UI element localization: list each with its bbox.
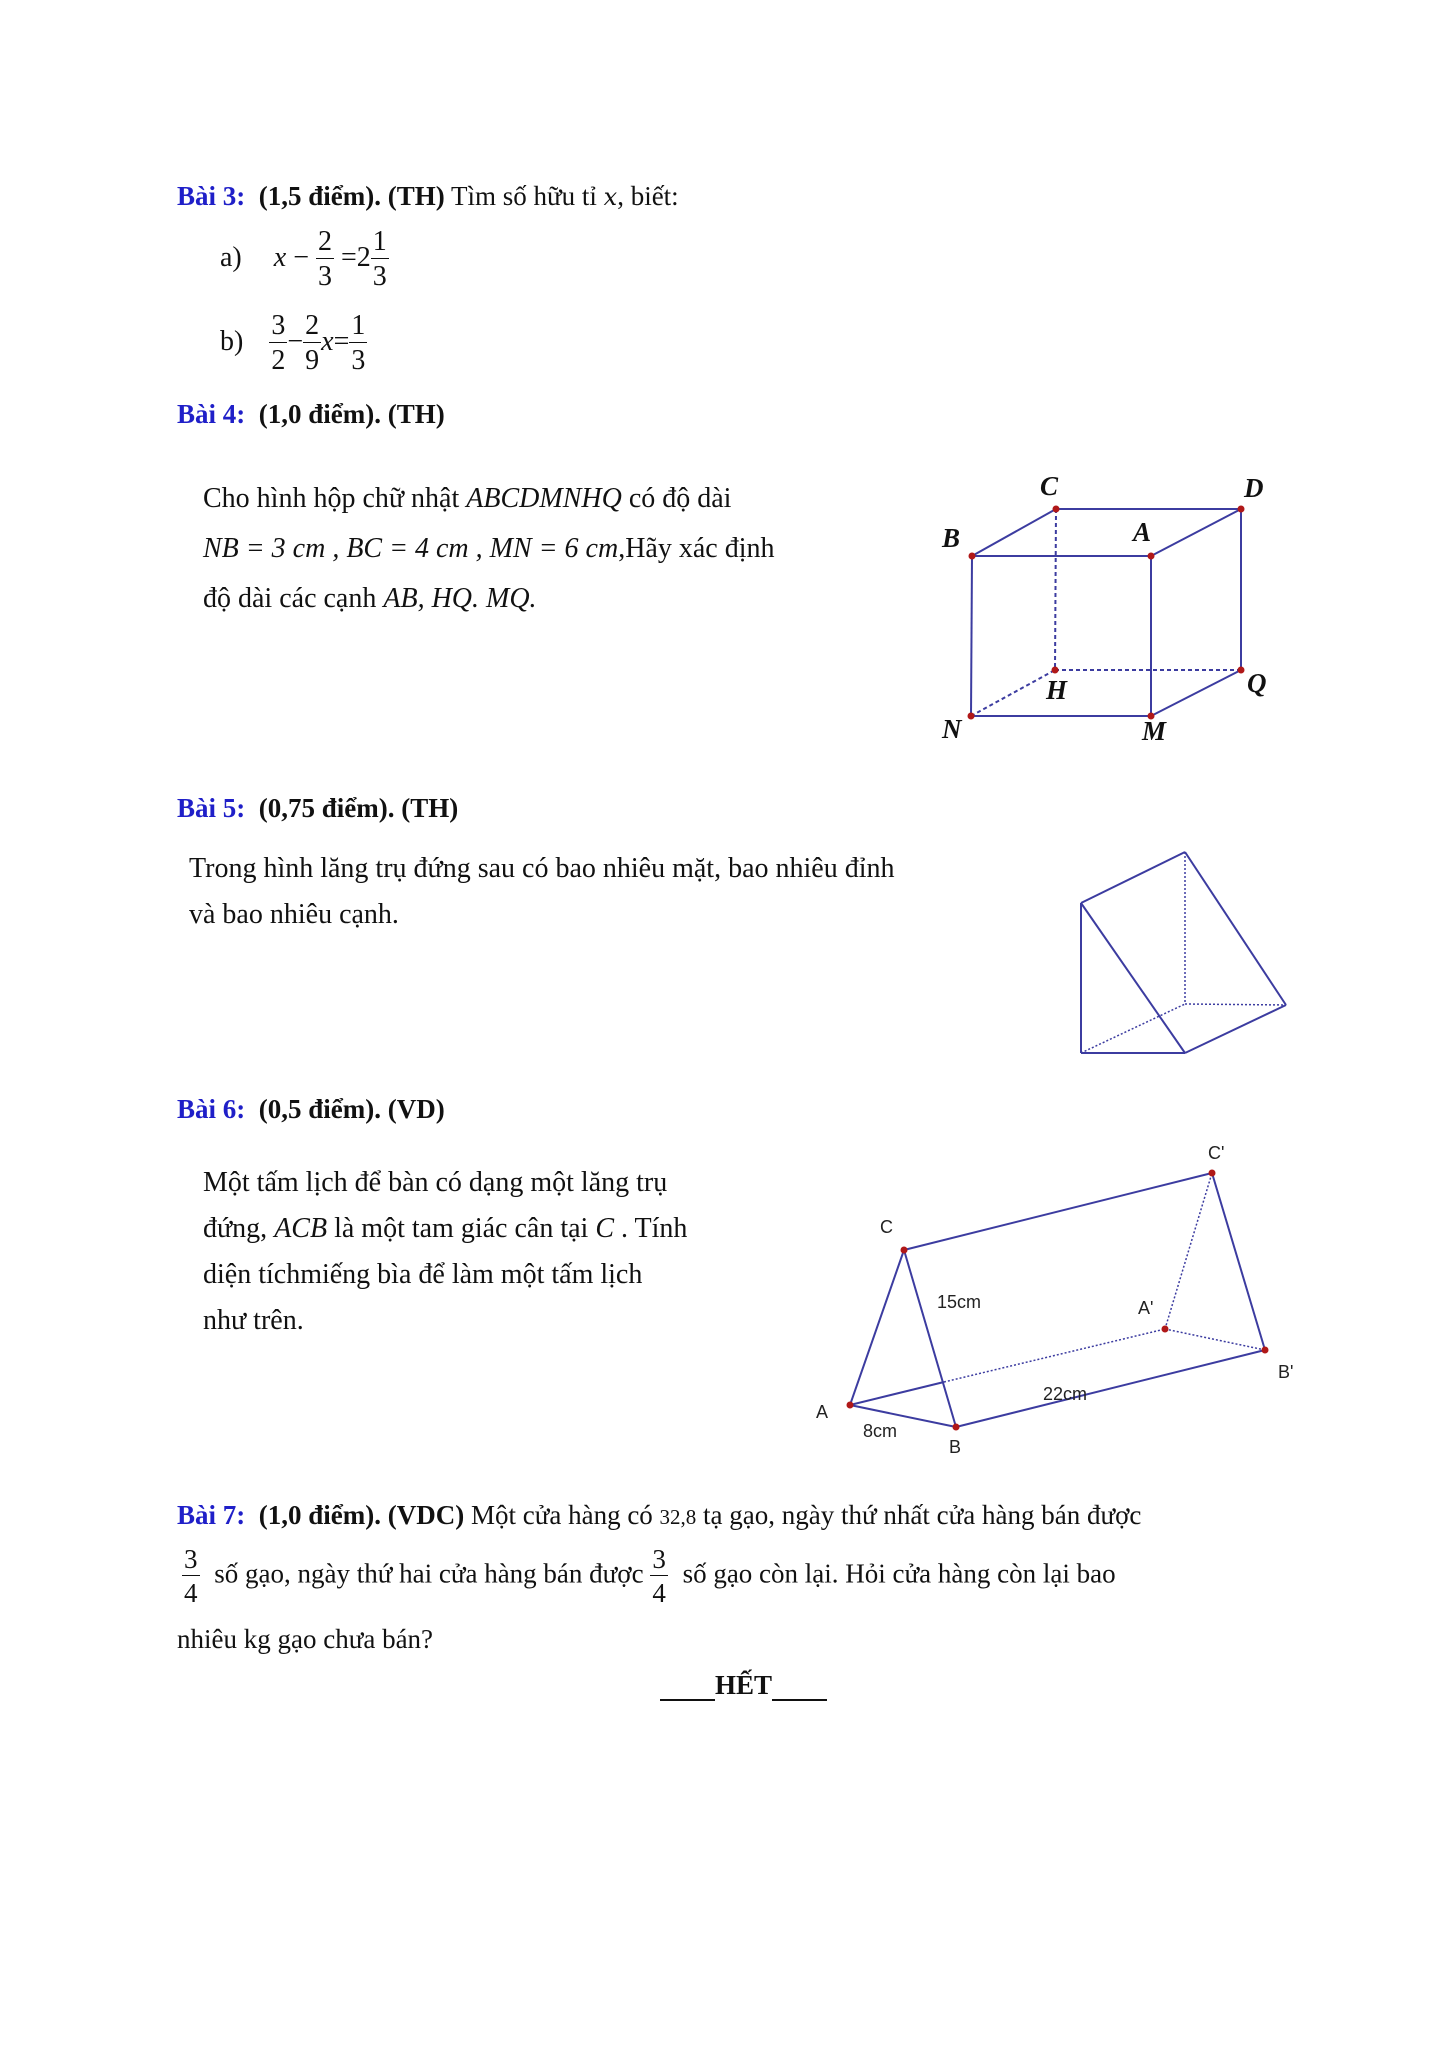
vertex-d	[1238, 506, 1245, 513]
edge-ca	[850, 1250, 904, 1405]
prism-hidden-edge	[1081, 1004, 1185, 1053]
numerator: 1	[351, 310, 366, 341]
denominator: 4	[652, 1578, 666, 1608]
bai6-line3: diện tíchmiếng bìa để làm một tấm lịch	[203, 1259, 643, 1290]
text: Cho hình hộp chữ nhật	[203, 483, 467, 514]
numerator: 3	[652, 1544, 666, 1574]
label-b-prime: B'	[1278, 1362, 1294, 1382]
bai3-text: Tìm số hữu tỉ	[451, 181, 597, 211]
bai5-points: (0,75 điểm). (TH)	[258, 793, 459, 823]
label-b: B	[949, 1437, 962, 1457]
prism-edge	[1185, 1005, 1286, 1053]
bai5-line1: Trong hình lăng trụ đứng sau có bao nhiêu mặt, bao nhiêu đỉnh	[189, 853, 895, 884]
prism-edge	[1081, 852, 1185, 903]
given-lengths: NB = 3 cm , BC = 4 cm , MN = 6 cm	[203, 533, 619, 564]
numerator: 3	[184, 1544, 198, 1574]
edge-bb-prime	[956, 1350, 1265, 1427]
text: là một tam giác cân tại	[327, 1213, 596, 1244]
text: . Tính	[614, 1213, 688, 1244]
prism-hidden-edge	[1185, 1004, 1286, 1005]
denominator: 9	[305, 345, 320, 376]
bai6-label: Bài 6:	[177, 1094, 246, 1124]
part-b-eq: =	[333, 325, 350, 357]
label-a: A	[1133, 517, 1152, 547]
edge-cc-prime	[904, 1173, 1212, 1250]
bai6-line4: như trên.	[203, 1305, 304, 1336]
edge-ad	[1151, 509, 1241, 556]
text: số gạo, ngày thứ hai cửa hàng bán được	[214, 1558, 644, 1589]
label-a-prime: A'	[1138, 1298, 1154, 1318]
vertex-n	[968, 713, 975, 720]
label-q: Q	[1247, 668, 1267, 698]
numerator: 2	[318, 226, 332, 257]
part-a-minus: −	[293, 241, 309, 273]
box-figure	[971, 509, 1241, 716]
numerator: 3	[271, 310, 286, 341]
label-h: H	[1046, 675, 1068, 705]
label-c: C	[880, 1217, 893, 1237]
label-d: D	[1244, 473, 1264, 503]
numerator: 1	[372, 226, 387, 257]
vertex-a-prime	[1162, 1326, 1169, 1333]
vertex-a	[1148, 553, 1155, 560]
vertex-c-prime	[1209, 1170, 1216, 1177]
bai3-var: x	[603, 183, 618, 211]
dim-base: 8cm	[863, 1421, 898, 1441]
edge-bc	[972, 509, 1056, 556]
rice-amount: 32,8	[659, 1505, 697, 1529]
bai4-label: Bài 4:	[177, 399, 246, 429]
box-name: ABCDMNHQ	[466, 483, 622, 514]
edge-bn	[971, 556, 972, 716]
part-b-minus: −	[287, 325, 304, 357]
label-c: C	[1040, 471, 1059, 501]
denominator: 4	[184, 1578, 198, 1608]
bai3-label: Bài 3:	[177, 181, 246, 211]
prism-figure	[1081, 852, 1286, 1053]
vertex-c	[1053, 506, 1060, 513]
label-m: M	[1142, 716, 1167, 746]
bai3-points: (1,5 điểm). (TH)	[258, 181, 445, 211]
edge-ch-hidden	[1055, 509, 1056, 670]
edge-nh-hidden	[971, 670, 1055, 716]
bai3-suffix: , biết:	[617, 181, 679, 211]
vertex-c	[901, 1247, 908, 1254]
edge-mq	[1151, 670, 1241, 716]
label-b: B	[942, 523, 961, 553]
edge-aa-prime-hidden	[944, 1329, 1165, 1382]
vertex-q	[1238, 667, 1245, 674]
denominator: 3	[372, 261, 387, 292]
vertex-b	[969, 553, 976, 560]
dim-length: 22cm	[1043, 1384, 1088, 1404]
text: đứng,	[203, 1213, 275, 1244]
box-vertices	[968, 506, 1245, 720]
text: độ dài các cạnh	[203, 583, 384, 614]
prism-edge	[1081, 903, 1185, 1053]
edge-a-prime-b-prime-hidden	[1165, 1329, 1265, 1350]
text: có độ dài	[621, 483, 732, 514]
label-a: A	[816, 1402, 829, 1422]
triangle-name: ACB	[274, 1213, 328, 1244]
denominator: 2	[271, 345, 286, 376]
edge-c-prime-b-prime	[1212, 1173, 1265, 1350]
end-text: HẾT	[715, 1670, 773, 1700]
text: tạ gạo, ngày thứ nhất cửa hàng bán được	[696, 1500, 1142, 1530]
vertex-b-prime	[1262, 1347, 1269, 1354]
denominator: 3	[351, 345, 366, 376]
prism-edge	[1185, 852, 1286, 1005]
part-a-label: a)	[220, 241, 242, 273]
denominator: 3	[318, 261, 332, 292]
text: số gạo còn lại. Hỏi cửa hàng còn lại bao	[682, 1558, 1116, 1589]
text: Một cửa hàng có	[464, 1500, 660, 1530]
bai5-label: Bài 5:	[177, 793, 246, 823]
vertex-h	[1052, 667, 1059, 674]
label-c-prime: C'	[1208, 1143, 1225, 1163]
bai5-line2: và bao nhiêu cạnh.	[189, 899, 399, 930]
text: ,Hãy xác định	[618, 533, 775, 564]
part-a-x: x	[273, 241, 287, 273]
dim-side: 15cm	[937, 1292, 982, 1312]
numerator: 2	[305, 310, 320, 341]
bai6-points: (0,5 điểm). (VD)	[258, 1094, 445, 1124]
bai7-points: (1,0 điểm). (VDC)	[258, 1500, 465, 1530]
part-a-eq: =	[341, 241, 357, 273]
bai7-label: Bài 7:	[177, 1500, 246, 1530]
bai7-line3: nhiêu kg gạo chưa bán?	[177, 1624, 434, 1654]
vertex-b	[953, 1424, 960, 1431]
edge-a-prime-c-prime-hidden	[1165, 1173, 1212, 1329]
vertex-a	[847, 1402, 854, 1409]
part-b-label: b)	[220, 325, 244, 357]
edges: AB, HQ. MQ.	[383, 583, 537, 614]
part-a-whole: 2	[356, 241, 371, 273]
bai4-points: (1,0 điểm). (TH)	[258, 399, 445, 429]
part-b-x: x	[321, 325, 334, 357]
label-n: N	[942, 714, 962, 744]
edge-aa-prime-visible	[850, 1382, 944, 1405]
bai6-line1: Một tấm lịch để bàn có dạng một lăng trụ	[203, 1167, 668, 1198]
apex-name: C	[595, 1213, 614, 1244]
edge-cb	[904, 1250, 956, 1427]
